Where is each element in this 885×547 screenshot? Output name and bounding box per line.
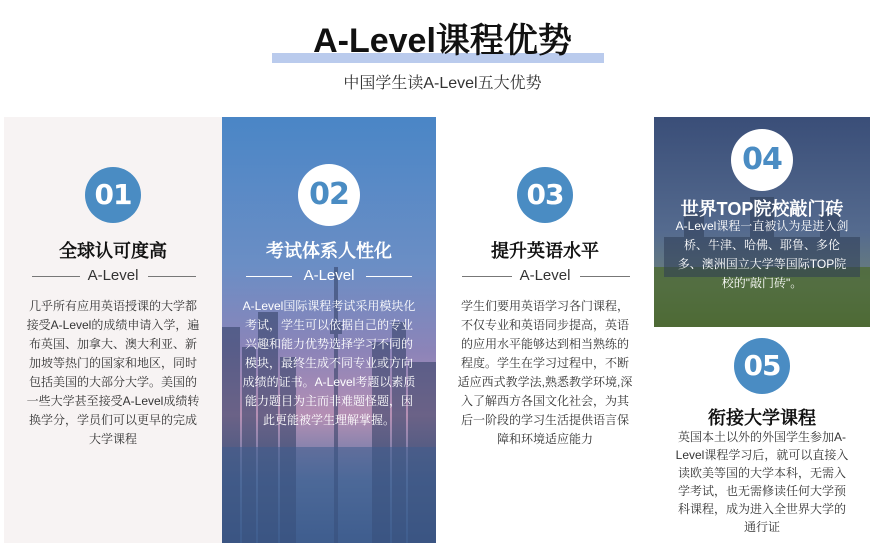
page-subtitle: 中国学生读A-Level五大优势 [343, 75, 542, 92]
body-line: 包括美国的大部分大学。美国的 [28, 375, 197, 389]
body-line: 成绩的证书。A-Level考题以素质 [242, 375, 416, 389]
page-title: A-Level课程优势 [313, 22, 572, 60]
body-line: 不仅专业和英语同步提高，英语 [460, 318, 629, 332]
advantage-card-1 [4, 117, 222, 543]
body-line: 的应用水平能够达到相当熟练的 [460, 337, 629, 351]
body-line: 科课程，成为进入全世界大学的 [677, 502, 846, 516]
body-line: 一些大学甚至接受A-Level成绩转 [26, 394, 200, 408]
body-line: 障和环境适应能力 [496, 432, 593, 446]
body-line: A-Level课程一直被认为是进入剑 [675, 219, 849, 233]
body-line: 适应西式教学法,熟悉教学环境,深 [457, 375, 633, 389]
number-badge: 03 [517, 167, 573, 223]
body-line: 接受A-Level的成绩申请入学，遍 [26, 318, 200, 332]
body-line: 读欧美等国的大学本科，无需入 [677, 466, 846, 480]
body-line: 兴趣和能力优势选择学习不同的 [244, 337, 413, 351]
body-line: 后一阶段的学习生活提供语言保 [460, 413, 629, 427]
body-line: 学生们要用英语学习各门课程， [460, 299, 629, 313]
body-line: 换学分，学员们可以更早的完成 [28, 413, 197, 427]
card-title: 世界TOP院校敲门砖 [680, 199, 844, 219]
body-line: 加坡等热门的国家和地区，同时 [28, 356, 197, 370]
body-line: A-Level国际课程考试采用模块化 [242, 299, 416, 313]
body-line: 模块，最终生成不同专业或方向 [244, 356, 413, 370]
card-title: 衔接大学课程 [708, 408, 816, 428]
body-line: 通行证 [743, 520, 780, 534]
card-subtitle: A-Level [303, 267, 355, 284]
number-badge: 04 [731, 129, 793, 191]
body-line: 几乎所有应用英语授课的大学都 [28, 299, 197, 313]
body-line: 入了解西方各国文化社会，为其 [460, 394, 629, 408]
advantage-card-2 [222, 117, 436, 543]
body-line: 多、澳洲国立大学等国际TOP院 [677, 257, 847, 271]
number-badge: 01 [85, 167, 141, 223]
card-subtitle: A-Level [519, 267, 571, 284]
header [0, 0, 885, 115]
advantage-card-3 [436, 117, 654, 543]
divider-right [366, 276, 412, 277]
divider-right [148, 276, 196, 277]
body-line: 学考试，也无需修读任何大学预 [677, 484, 846, 498]
body-line: 大学课程 [88, 432, 137, 446]
card-body [444, 297, 646, 449]
body-line: 校的"敲门砖"。 [721, 276, 803, 290]
card-title: 全球认可度高 [59, 241, 167, 261]
card-title: 考试体系人性化 [266, 241, 392, 261]
advantage-card-5 [654, 330, 870, 543]
number-badge: 02 [298, 164, 360, 226]
body-line: 英国本土以外的外国学生参加A- [677, 430, 846, 444]
body-line: 布英国、加拿大、澳大利亚、新 [28, 337, 197, 351]
advantage-card-4 [654, 117, 870, 327]
card-body [228, 297, 430, 430]
number-badge: 05 [734, 338, 790, 394]
body-line: 此更能被学生理解掌握。 [262, 413, 395, 427]
card-title: 提升英语水平 [491, 241, 599, 261]
body-line: 桥、牛津、哈佛、耶鲁、多伦 [683, 238, 840, 252]
divider-right [580, 276, 630, 277]
card-body [12, 297, 214, 449]
body-line: Level课程学习后，就可以直接入 [675, 448, 849, 462]
card-subtitle: A-Level [87, 267, 139, 284]
card-body [660, 217, 864, 293]
body-line: 程度。学生在学习过程中，不断 [460, 356, 629, 370]
body-line: 考试，学生可以依据自己的专业 [244, 318, 413, 332]
body-line: 能力题目为主而非难题怪题，因 [244, 394, 413, 408]
card-body [660, 428, 864, 536]
